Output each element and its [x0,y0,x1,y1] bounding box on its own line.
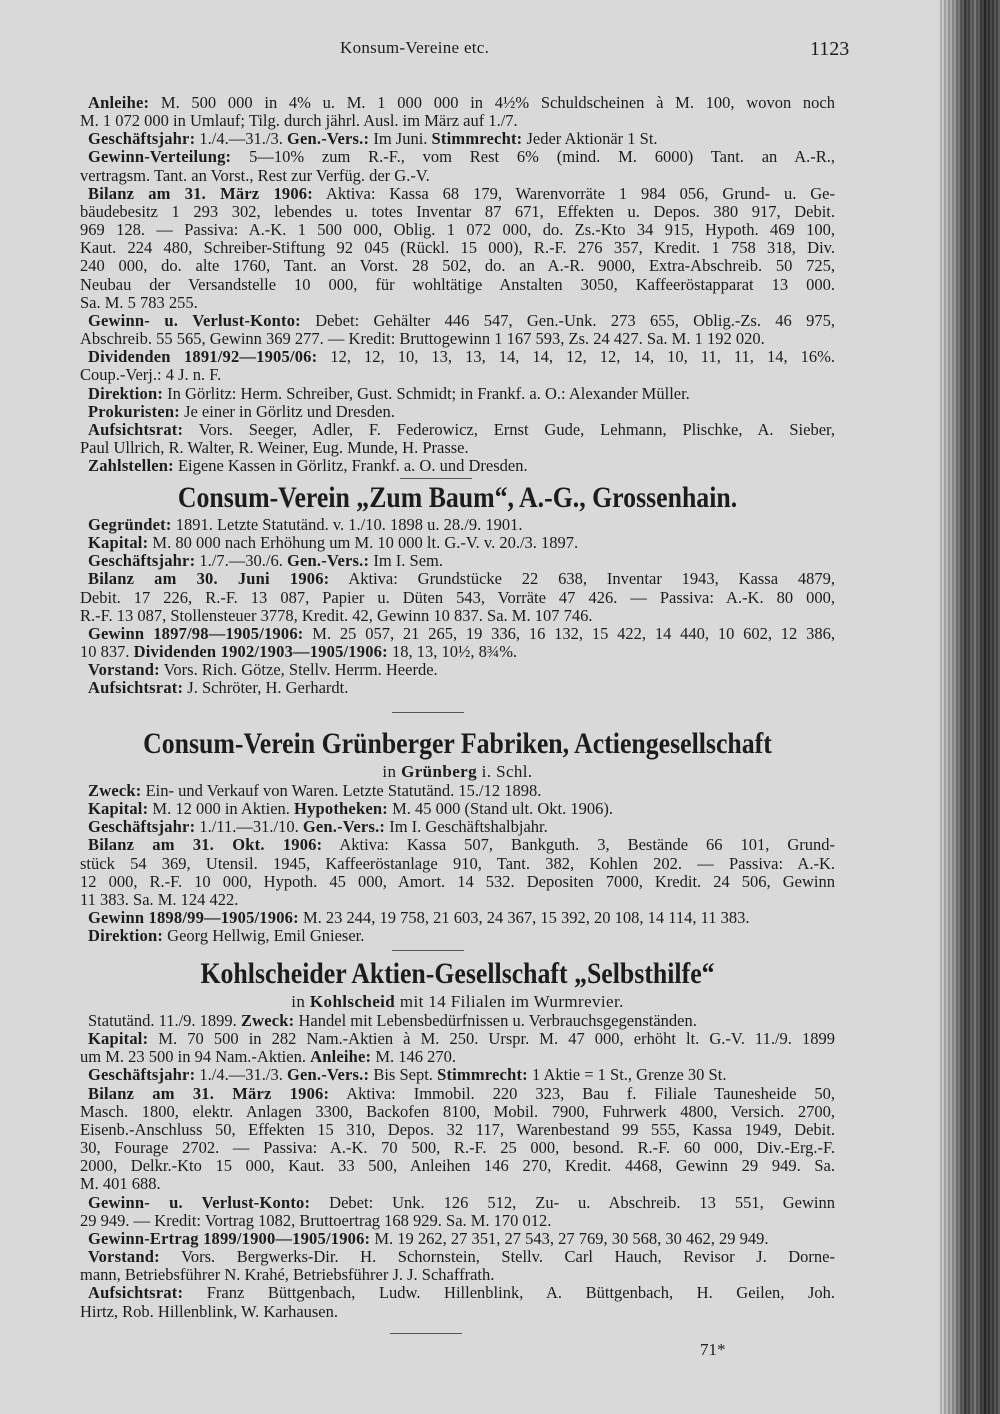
field-text: M. 70 500 in 282 Nam.-Aktien à M. 250. Urspr. M. 47 000, erhöht lt. G.-V. 11./9. 1899 [148,1030,835,1049]
running-title: Konsum-Vereine etc. [340,38,490,57]
field-label: Vorstand: [88,661,160,680]
text-line [80,1157,835,1175]
field-label: Bilanz am 30. Juni 1906: [88,570,330,589]
entry-kohlscheider-selbsthilfe [80,956,835,1321]
field-text: vertragsm. Tant. an Vorst., Rest zur Verfüg. der G.-V. [80,166,430,185]
text-line [80,1030,835,1048]
text-line [80,552,835,570]
text-line [80,312,835,330]
text-line [80,643,835,661]
field-label: Dividenden 1902/1903—1905/1906: [133,643,388,662]
text-line [80,873,835,891]
field-label: Gewinn- u. Verlust-Konto: [88,1193,311,1212]
text-line [80,1194,835,1212]
page-number: 1123 [810,38,850,60]
field-text: Eisenb.-Anschluss 50, Effekten 15 310, Depos. 32 117, Warenbestand 99 555, Kassa 1949, Debit. [80,1120,835,1139]
field-text: 1./4.—31./3. [195,130,287,149]
field-text: M. 23 244, 19 758, 21 603, 24 367, 15 392, 20 108, 14 114, 11 383. [298,909,750,928]
field-text: Debit. 17 226, R.-F. 13 087, Papier u. Düten 543, Vorräte 47 426. — Passiva: A.-K. 80 000, [80,588,835,607]
field-text: stück 54 369, Utensil. 1945, Kaffeeröstanlage 910, Tant. 382, Kohlen 202. — Passiva: A.-K. [80,854,835,873]
field-text: Statutänd. 11./9. 1899. [88,1012,241,1030]
field-text: 18, 13, 10½, 8¾%. [387,643,518,662]
text-line [80,1175,835,1193]
paragraph [80,818,835,836]
text-line [80,130,835,148]
field-text: 2000, Delkr.-Kto 15 000, Kaut. 33 500, Anleihen 146 270, Kredit. 4468, Gewinn 29 949. Sa. [80,1157,835,1176]
text-line [80,421,835,439]
text-line [80,1303,835,1321]
field-label: Direktion: [88,927,164,946]
paragraph [80,552,835,570]
text-line [80,294,835,312]
field-label: Direktion: [88,384,164,403]
paragraph [80,385,835,403]
field-text: M. 401 688. [80,1175,161,1194]
paragraph [80,457,835,475]
text-line [80,330,835,348]
text-line [80,185,835,203]
paragraph [80,836,835,909]
field-label: Bilanz am 31. März 1906: [88,184,313,203]
field-text: Ein- und Verkauf von Waren. Letzte Statutänd. 15./12 1898. [141,782,542,800]
field-label: Aufsichtsrat: [88,679,184,698]
text-line [80,1212,835,1230]
text-line [80,1248,835,1266]
field-text: R.-F. 13 087, Stollensteuer 3778, Kredit. 42, Gewinn 10 837. Sa. M. 107 746. [80,606,593,625]
text-line [80,348,835,366]
field-text: 10 837. [80,643,134,662]
field-text: 12, 12, 10, 13, 13, 14, 14, 12, 12, 14, 10, 11, 11, 14, 16%. [317,348,835,367]
paragraph [80,1030,835,1066]
field-label: Vorstand: [88,1248,160,1267]
location-name: Grünberg [401,762,478,781]
field-text: 12 000, R.-F. 10 000, Hypoth. 45 000, Amort. 14 532. Depositen 7000, Kredit. 24 506, Gewinn [80,872,835,891]
field-text: Hirtz, Rob. Hillenblink, W. Karhausen. [80,1302,339,1321]
field-text: 29 949. — Kredit: Vortrag 1082, Bruttoertrag 168 929. Sa. M. 170 012. [80,1211,552,1230]
field-label: Geschäftsjahr: [88,552,196,571]
paragraph [80,534,835,552]
text-line [80,366,835,384]
paragraph [80,1248,835,1284]
field-label: Bilanz am 31. Okt. 1906: [88,836,323,855]
entry-konsum-verein-goerlitz [80,94,835,475]
field-label: Gen.-Vers.: [286,130,370,149]
field-text: 30, Fourage 2702. — Passiva: A.-K. 70 500, R.-F. 25 000, besond. R.-F. 60 000, Div.-Erg.-F. [80,1139,835,1158]
location-name: Kohlscheid [309,992,396,1011]
text-line [80,1139,835,1157]
field-text: 1 Aktie = 1 St., Grenze 30 St. [527,1066,727,1085]
field-text: mann, Betriebsführer N. Krahé, Betriebsführer J. J. Schaffrath. [80,1266,495,1285]
field-text: M. 80 000 nach Erhöhung um M. 10 000 lt. G.-V. v. 20./3. 1897. [148,534,579,553]
field-label: Kapital: [88,1030,149,1049]
text-line [80,403,835,421]
text-line [80,1103,835,1121]
text-line [80,927,835,945]
field-text: 240 000, do. alte 1760, Tant. an Vorst. 28 502, do. an A.-R. 9000, Extra-Abschreib. 50 725, [80,257,835,276]
text-line [80,276,835,294]
field-label: Zahlstellen: [88,457,174,476]
field-label: Gen.-Vers.: [286,552,370,571]
paragraph [80,1194,835,1230]
field-text: Handel mit Lebensbedürfnissen u. Verbrauchsgegenständen. [294,1012,697,1030]
field-label: Aufsichtsrat: [88,1284,184,1303]
field-text: M. 500 000 in 4% u. M. 1 000 000 in 4½% Schuldscheinen à M. 100, wovon noch [149,94,835,112]
field-label: Bilanz am 31. März 1906: [88,1084,330,1103]
field-text: 5—10% zum R.-F., vom Rest 6% (mind. M. 6000) Tant. an A.-R., [231,148,835,167]
field-label: Kapital: [88,534,149,553]
paragraph [80,130,835,148]
text-line [80,800,835,818]
paragraph [80,570,835,624]
field-label: Geschäftsjahr: [88,1066,196,1085]
field-text: 1./11.—31./10. [195,818,303,837]
field-text: Jeder Aktionär 1 St. [522,130,658,149]
text-line [80,855,835,873]
paragraph [80,148,835,184]
field-text: Coup.-Verj.: 4 J. n. F. [80,366,222,385]
location-prefix: in [291,992,310,1011]
divider [392,712,464,713]
text-line [80,589,835,607]
divider [400,478,472,479]
text-line [80,439,835,457]
text-line [80,1266,835,1284]
location-suffix: i. Schl. [477,762,533,781]
field-text: J. Schröter, H. Gerhardt. [183,679,349,698]
entry-heading: Consum-Verein „Zum Baum“, A.-G., Grossenhain. [177,481,738,514]
text-line [80,679,835,697]
field-text: 11 383. Sa. M. 124 422. [80,890,239,909]
text-line [80,1230,835,1248]
text-line [80,909,835,927]
field-label: Gewinn- u. Verlust-Konto: [88,311,301,330]
field-text: Vors. Rich. Götze, Stellv. Herrm. Heerde. [159,661,438,680]
field-label: Geschäftsjahr: [88,818,196,837]
paragraph [80,927,835,945]
text-line [80,94,835,112]
location-prefix: in [382,762,402,781]
field-text: Neubau der Versandstelle 10 000, für wohltätige Anstalten 3050, Kaffeeröstapparat 13 000. [80,275,835,294]
field-text: Eigene Kassen in Görlitz, Frankf. a. O. und Dresden. [173,457,528,476]
field-text: M. 25 057, 21 265, 19 336, 16 132, 15 422, 14 440, 10 602, 12 386, [303,624,835,643]
text-line [80,625,835,643]
text-line [80,385,835,403]
field-text: um M. 23 500 in 94 Nam.-Aktien. [80,1048,311,1067]
field-text: Sa. M. 5 783 255. [80,293,198,312]
field-label: Stimmrecht: [437,1066,528,1085]
paragraph [80,782,835,800]
paragraph [80,800,835,818]
entry-consum-verein-gruenberg [80,726,835,945]
text-line [80,1048,835,1066]
text-line [80,1284,835,1302]
field-text: Aktiva: Kassa 507, Bankguth. 3, Bestände 66 101, Grund- [322,836,835,855]
field-label: Hypotheken: [294,800,388,819]
field-text: 1891. Letzte Statutänd. v. 1./10. 1898 u. 28./9. 1901. [171,516,523,534]
field-text: Bis Sept. [369,1066,438,1085]
field-label: Gen.-Vers.: [302,818,386,837]
field-text: In Görlitz: Herm. Schreiber, Gust. Schmidt; in Frankf. a. O.: Alexander Müller. [163,384,690,403]
field-label: Geschäftsjahr: [88,130,196,149]
field-text: 1./4.—31./3. [195,1066,287,1085]
field-label: Stimmrecht: [431,130,523,149]
text-line [80,782,835,800]
field-text: Aktiva: Kassa 68 179, Warenvorräte 1 984 056, Grund- u. Ge- [312,184,835,203]
text-line [80,167,835,185]
text-line [80,1066,835,1084]
field-label: Anleihe: [88,94,150,112]
divider [390,1333,462,1334]
field-label: Kapital: [88,800,149,819]
field-text: Debet: Gehälter 446 547, Gen.-Unk. 273 655, Oblig.-Zs. 46 975, [300,311,835,330]
paragraph [80,1230,835,1248]
field-text: Masch. 1800, elektr. Anlagen 3300, Backofen 8100, Mobil. 7900, Fuhrwerk 4800, Versich. 2700, [80,1102,835,1121]
paragraph [80,909,835,927]
text-line [80,1121,835,1139]
paragraph [80,1066,835,1084]
text-line [80,1085,835,1103]
entry-location [80,762,835,782]
field-label: Gen.-Vers.: [286,1066,370,1085]
paragraph [80,185,835,312]
field-text: bäudebesitz 1 293 302, lebendes u. totes Inventar 87 671, Effekten u. Depos. 380 917, Debit. [80,202,835,221]
divider [392,950,464,951]
paragraph [80,1085,835,1194]
entry-consum-verein-zum-baum [80,480,835,698]
sheet-signature: 71* [700,1340,726,1359]
paragraph [80,516,835,534]
paragraph [80,661,835,679]
field-text: M. 45 000 (Stand ult. Okt. 1906). [387,800,613,819]
text-line [80,661,835,679]
field-text: M. 1 072 000 in Umlauf; Tilg. durch jährl. Ausl. im März auf 1./7. [80,112,518,131]
paragraph [80,679,835,697]
field-text: Im Juni. [369,130,432,149]
field-label: Anleihe: [310,1048,372,1067]
field-label: Gegründet: [88,516,172,534]
text-line [80,570,835,588]
field-text: Aktiva: Immobil. 220 323, Bau f. Filiale Taunesheide 50, [329,1084,835,1103]
paragraph [80,1284,835,1320]
text-line [80,203,835,221]
text-line [80,239,835,257]
field-label: Zweck: [240,1012,295,1030]
field-text: Franz Büttgenbach, Ludw. Hillenblink, A. Büttgenbach, H. Geilen, Joh. [183,1284,835,1303]
field-text: Im I. Sem. [369,552,443,571]
field-text: Georg Hellwig, Emil Gnieser. [163,927,365,946]
text-line [80,1012,835,1030]
text-line [80,818,835,836]
field-text: 1./7.—30./6. [195,552,287,571]
paragraph [80,312,835,348]
text-line [80,148,835,166]
field-label: Dividenden 1891/92—1905/06: [88,348,318,367]
entry-location [80,992,835,1012]
field-text: 969 128. — Passiva: A.-K. 1 500 000, Oblig. 1 072 000, do. Zs.-Kto 34 915, Hypoth. 469 100, [80,221,835,240]
field-text: Paul Ullrich, R. Walter, R. Weiner, Eug. Munde, H. Prasse. [80,438,469,457]
text-line [80,607,835,625]
field-text: M. 146 270. [371,1048,457,1067]
field-text: Kaut. 224 480, Schreiber-Stiftung 92 045 (Rückl. 15 000), R.-F. 276 357, Kredit. 1 758 318, Div. [80,239,835,258]
field-text: M. 19 262, 27 351, 27 543, 27 769, 30 568, 30 462, 29 949. [370,1229,769,1248]
paragraph [80,403,835,421]
text-line [80,836,835,854]
paragraph [80,94,835,130]
field-text: Je einer in Görlitz und Dresden. [179,402,395,421]
text-line [80,534,835,552]
paragraph [80,1012,835,1030]
entry-heading: Consum-Verein Grünberger Fabriken, Actiengesellschaft [143,727,772,760]
field-label: Gewinn 1898/99—1905/1906: [88,909,299,928]
field-label: Gewinn 1897/98—1905/1906: [88,624,304,643]
entry-heading: Kohlscheider Aktien-Gesellschaft „Selbsthilfe“ [200,957,715,990]
field-text: Vors. Seeger, Adler, F. Federowicz, Ernst Gude, Lehmann, Plischke, A. Sieber, [183,420,835,439]
text-line [80,112,835,130]
field-label: Prokuristen: [88,402,180,421]
paragraph [80,625,835,661]
field-text: M. 12 000 in Aktien. [148,800,295,819]
field-text: Debet: Unk. 126 512, Zu- u. Abschreib. 13 551, Gewinn [310,1193,835,1212]
paragraph [80,421,835,457]
text-line [80,891,835,909]
text-line [80,221,835,239]
field-label: Aufsichtsrat: [88,420,184,439]
location-suffix: mit 14 Filialen im Wurmrevier. [395,992,624,1011]
text-line [80,457,835,475]
field-text: Aktiva: Grundstücke 22 638, Inventar 1943, Kassa 4879, [329,570,835,589]
text-line [80,257,835,275]
scan-border [938,0,1000,1414]
field-text: Im I. Geschäftshalbjahr. [385,818,548,837]
field-label: Gewinn-Verteilung: [88,148,232,167]
field-label: Zweck: [88,782,142,800]
field-label: Gewinn-Ertrag 1899/1900—1905/1906: [88,1229,371,1248]
paragraph [80,348,835,384]
text-line [80,516,835,534]
field-text: Vors. Bergwerks-Dir. H. Schornstein, Stellv. Carl Hauch, Revisor J. Dorne- [159,1248,835,1267]
field-text: Abschreib. 55 565, Gewinn 369 277. — Kredit: Bruttogewinn 1 167 593, Zs. 24 427. Sa. M. 1 192 020. [80,330,765,349]
